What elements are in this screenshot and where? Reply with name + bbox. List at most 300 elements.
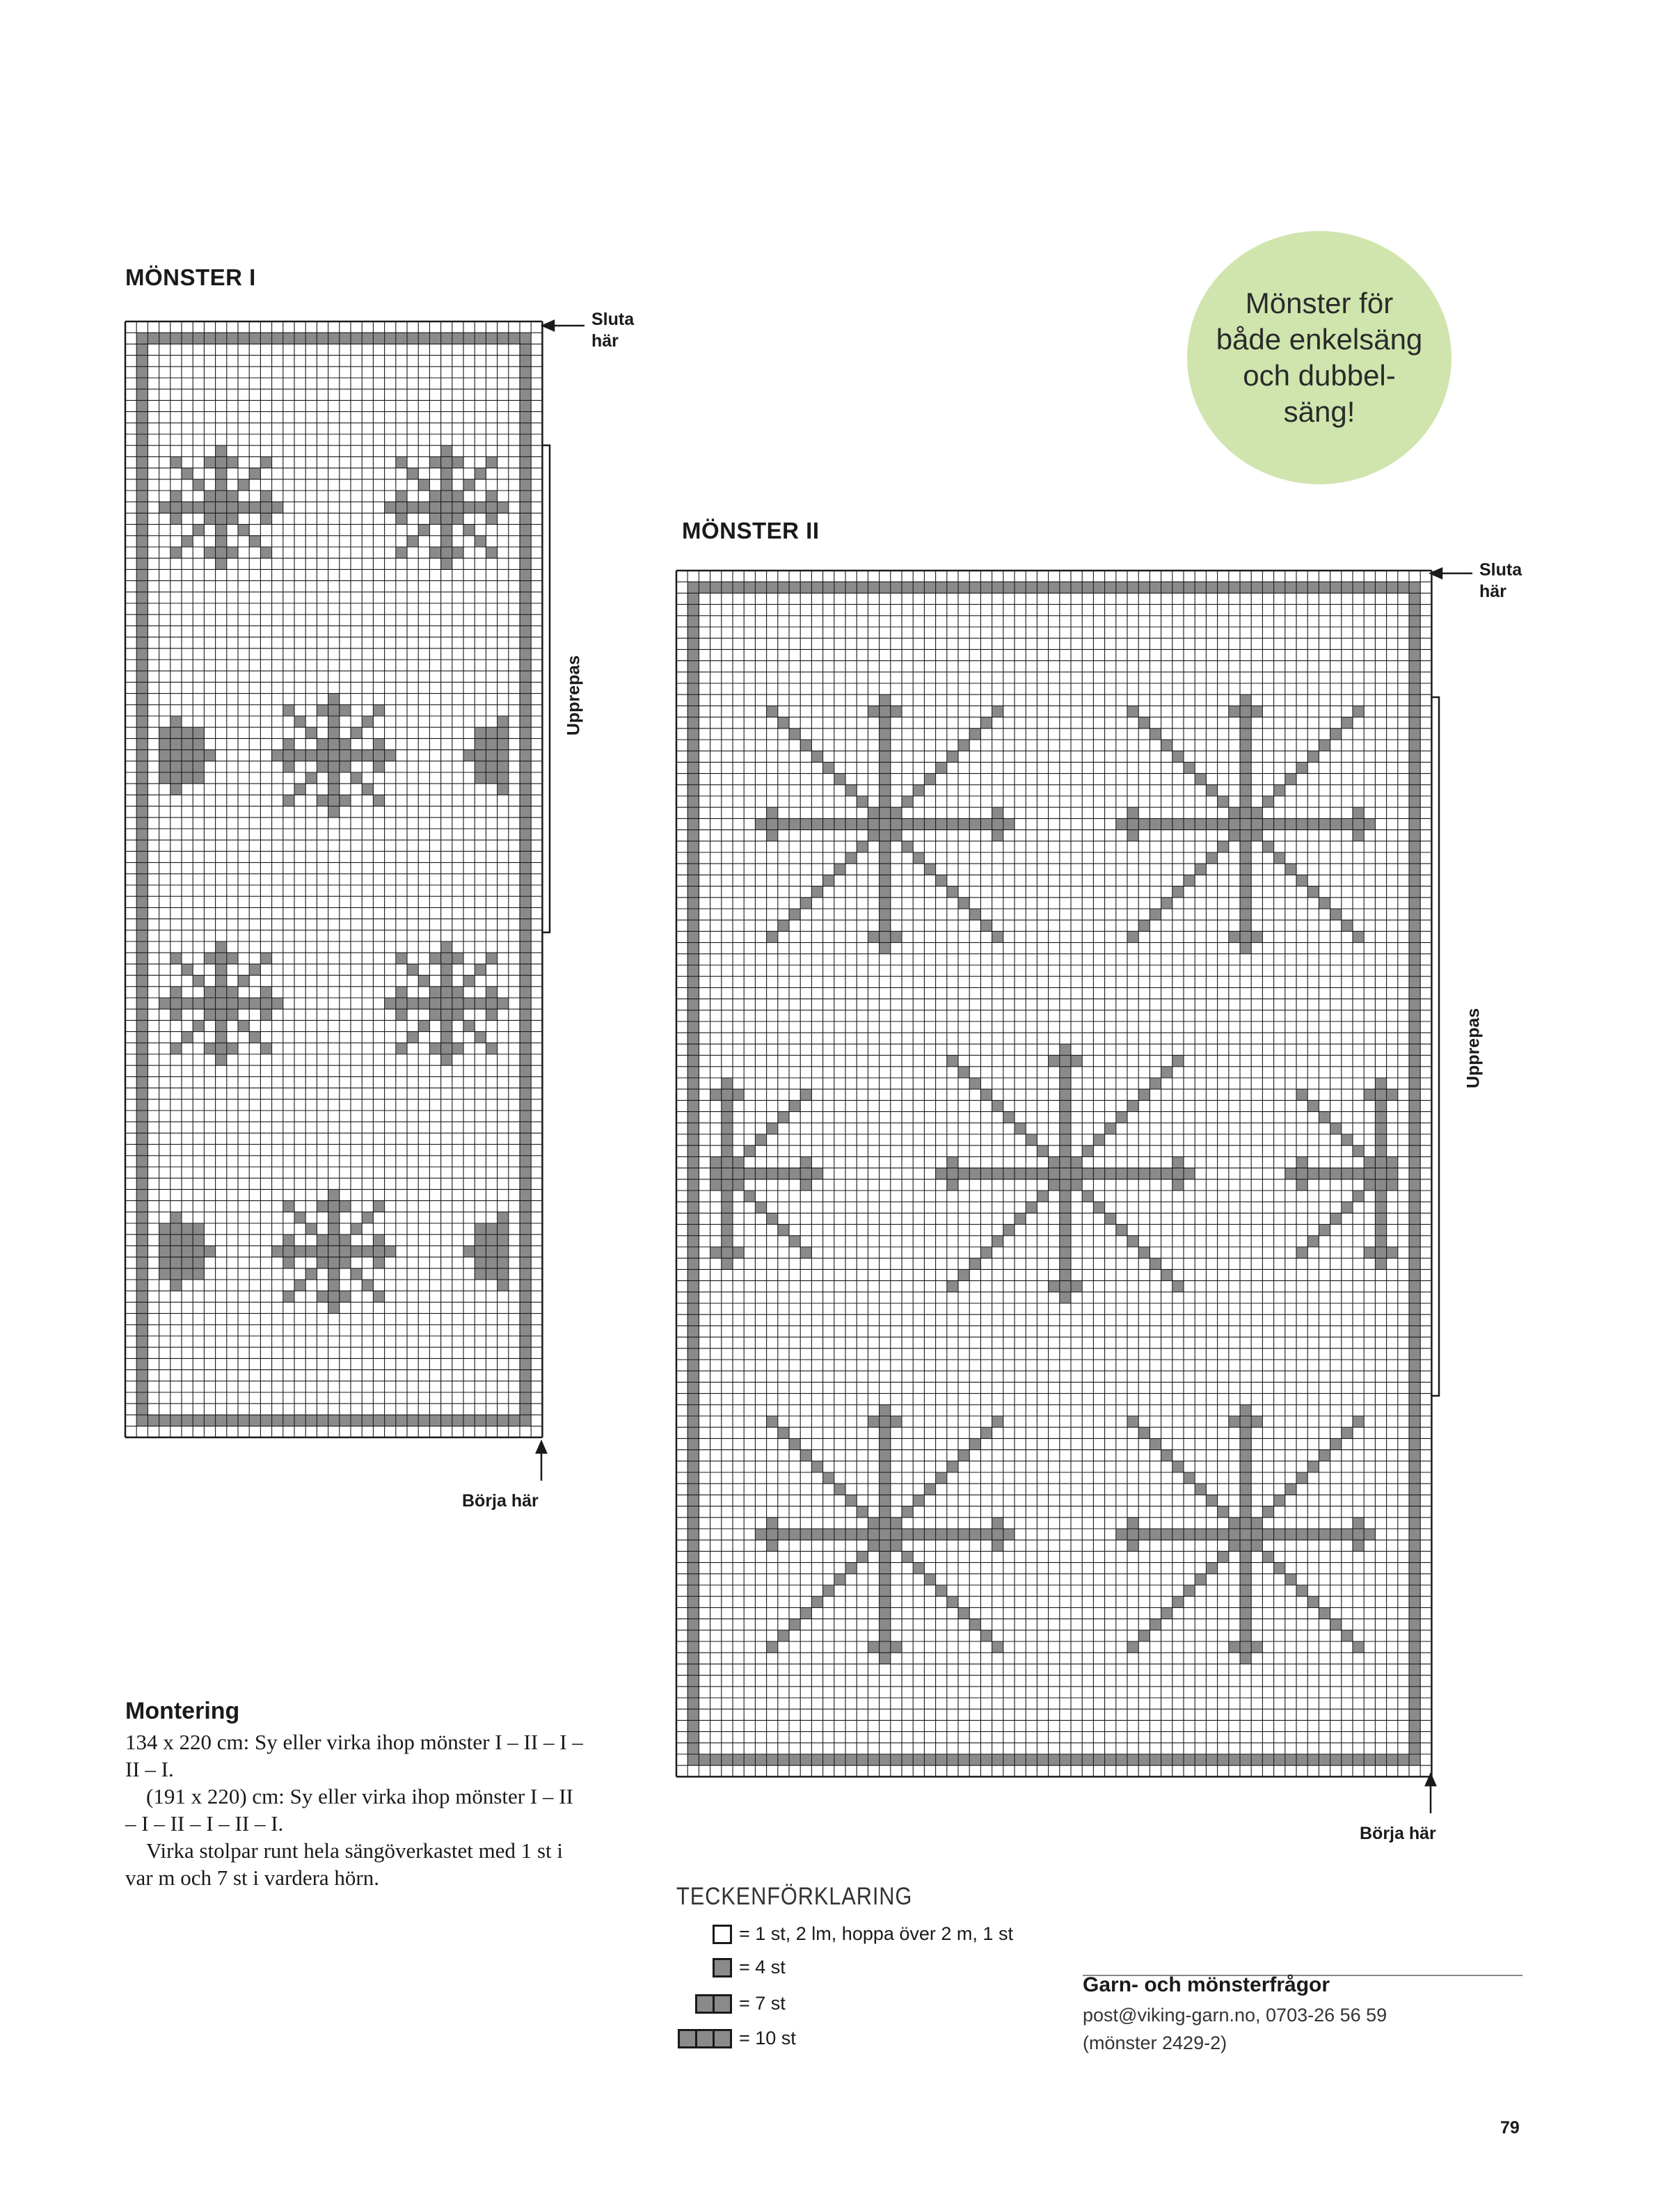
- filled-cell: [1116, 1168, 1127, 1179]
- filled-cell: [136, 863, 148, 874]
- filled-cell: [294, 333, 305, 344]
- filled-cell: [340, 795, 351, 806]
- filled-cell: [136, 333, 148, 344]
- filled-cell: [170, 547, 182, 558]
- filled-cell: [1240, 864, 1251, 875]
- filled-cell: [1398, 582, 1409, 593]
- legend-square: [695, 1994, 715, 2014]
- filled-cell: [1409, 1382, 1420, 1393]
- filled-cell: [1172, 1156, 1184, 1168]
- filled-cell: [1060, 1179, 1071, 1191]
- filled-cell: [1262, 1506, 1273, 1518]
- filled-cell: [880, 762, 891, 773]
- filled-cell: [249, 536, 260, 547]
- filled-cell: [880, 1596, 891, 1607]
- filled-cell: [441, 333, 452, 344]
- filled-cell: [1285, 582, 1296, 593]
- filled-cell: [1285, 1754, 1296, 1765]
- filled-cell: [204, 547, 215, 558]
- filled-cell: [687, 694, 699, 706]
- filled-cell: [1240, 706, 1251, 717]
- filled-cell: [891, 1641, 902, 1653]
- filled-cell: [283, 1234, 294, 1246]
- filled-cell: [486, 1043, 497, 1054]
- filled-cell: [441, 479, 452, 491]
- filled-cell: [687, 1056, 699, 1067]
- filled-cell: [170, 953, 182, 964]
- filled-cell: [260, 953, 271, 964]
- filled-cell: [687, 1371, 699, 1382]
- filled-cell: [1127, 1540, 1138, 1551]
- filled-cell: [475, 468, 486, 479]
- filled-cell: [1409, 1585, 1420, 1596]
- filled-cell: [1409, 1269, 1420, 1280]
- filled-cell: [317, 1201, 328, 1212]
- filled-cell: [778, 1168, 789, 1179]
- filled-cell: [947, 1156, 958, 1168]
- filled-cell: [980, 1630, 992, 1641]
- filled-cell: [362, 1415, 373, 1426]
- filled-cell: [520, 964, 531, 975]
- filled-cell: [396, 987, 407, 998]
- filled-cell: [902, 1754, 913, 1765]
- filled-cell: [170, 761, 182, 772]
- filled-cell: [1409, 1641, 1420, 1653]
- filled-cell: [868, 1529, 879, 1540]
- filled-cell: [1116, 1225, 1127, 1236]
- filled-cell: [936, 1472, 947, 1483]
- legend-item: [715, 1957, 786, 1978]
- filled-cell: [1285, 774, 1296, 785]
- filled-cell: [136, 649, 148, 660]
- filled-cell: [204, 953, 215, 964]
- filled-cell: [687, 1314, 699, 1326]
- filled-cell: [509, 1415, 520, 1426]
- filled-cell: [136, 1145, 148, 1156]
- filled-cell: [520, 412, 531, 423]
- filled-cell: [687, 785, 699, 796]
- filled-cell: [136, 1156, 148, 1167]
- filled-cell: [1319, 1112, 1330, 1123]
- filled-cell: [823, 818, 834, 829]
- filled-cell: [1387, 1247, 1398, 1258]
- filled-cell: [891, 582, 902, 593]
- filled-cell: [857, 582, 868, 593]
- filled-cell: [1409, 1720, 1420, 1731]
- filled-cell: [880, 751, 891, 762]
- filled-cell: [687, 886, 699, 898]
- filled-cell: [1240, 740, 1251, 751]
- filled-cell: [687, 1010, 699, 1021]
- filled-cell: [204, 987, 215, 998]
- filled-cell: [1240, 875, 1251, 886]
- filled-cell: [520, 806, 531, 818]
- filled-cell: [407, 1032, 418, 1043]
- filled-cell: [1330, 1168, 1342, 1179]
- filled-cell: [136, 569, 148, 580]
- filled-cell: [880, 706, 891, 717]
- filled-cell: [722, 1168, 733, 1179]
- legend-text: = 4 st: [739, 1957, 786, 1978]
- filled-cell: [891, 807, 902, 818]
- filled-cell: [687, 830, 699, 841]
- filled-cell: [1409, 909, 1420, 920]
- filled-cell: [1082, 1754, 1093, 1765]
- filled-cell: [520, 649, 531, 660]
- filled-cell: [1296, 818, 1307, 829]
- filled-cell: [1060, 1225, 1071, 1236]
- filled-cell: [216, 987, 227, 998]
- filled-cell: [136, 1347, 148, 1358]
- assembly-title: Montering: [125, 1698, 240, 1724]
- filled-cell: [452, 953, 463, 964]
- filled-cell: [385, 998, 396, 1009]
- filled-cell: [170, 1246, 182, 1257]
- filled-cell: [429, 456, 440, 468]
- filled-cell: [913, 1754, 924, 1765]
- filled-cell: [498, 761, 509, 772]
- filled-cell: [1353, 1540, 1364, 1551]
- filled-cell: [1251, 1529, 1262, 1540]
- filled-cell: [1240, 1495, 1251, 1506]
- filled-cell: [328, 1415, 340, 1426]
- filled-cell: [1409, 729, 1420, 740]
- filled-cell: [1409, 1394, 1420, 1405]
- filled-cell: [486, 1223, 497, 1234]
- filled-cell: [1240, 1483, 1251, 1495]
- filled-cell: [1060, 1247, 1071, 1258]
- legend-text: = 7 st: [739, 1993, 786, 2014]
- filled-cell: [136, 1336, 148, 1347]
- filled-cell: [193, 1257, 204, 1268]
- filled-cell: [1150, 729, 1161, 740]
- filled-cell: [687, 999, 699, 1010]
- filled-cell: [1161, 1607, 1172, 1618]
- filled-cell: [845, 785, 857, 796]
- filled-cell: [498, 333, 509, 344]
- filled-cell: [520, 445, 531, 456]
- filled-cell: [722, 1191, 733, 1202]
- filled-cell: [868, 1540, 879, 1551]
- filled-cell: [1071, 1156, 1082, 1168]
- filled-cell: [373, 1415, 384, 1426]
- filled-cell: [520, 795, 531, 806]
- filled-cell: [1138, 1529, 1150, 1540]
- filled-cell: [1060, 1281, 1071, 1292]
- filled-cell: [1026, 582, 1037, 593]
- filled-cell: [980, 818, 992, 829]
- filled-cell: [1330, 1213, 1342, 1224]
- filled-cell: [136, 1257, 148, 1268]
- filled-cell: [880, 1563, 891, 1574]
- filled-cell: [823, 1472, 834, 1483]
- filled-cell: [1409, 1156, 1420, 1168]
- filled-cell: [1150, 582, 1161, 593]
- filled-cell: [136, 907, 148, 918]
- filled-cell: [687, 1258, 699, 1269]
- filled-cell: [136, 423, 148, 434]
- filled-cell: [520, 818, 531, 829]
- filled-cell: [1240, 852, 1251, 864]
- filled-cell: [260, 513, 271, 524]
- filled-cell: [1060, 1258, 1071, 1269]
- filled-cell: [880, 807, 891, 818]
- filled-cell: [193, 976, 204, 987]
- filled-cell: [193, 1268, 204, 1280]
- filled-cell: [1060, 1191, 1071, 1202]
- filled-cell: [1150, 909, 1161, 920]
- filled-cell: [1409, 785, 1420, 796]
- filled-cell: [868, 1416, 879, 1427]
- filled-cell: [1319, 582, 1330, 593]
- filled-cell: [902, 818, 913, 829]
- filled-cell: [687, 751, 699, 762]
- filled-cell: [441, 1020, 452, 1031]
- filled-cell: [340, 1291, 351, 1302]
- filled-cell: [722, 1123, 733, 1134]
- filled-cell: [136, 479, 148, 491]
- filled-cell: [891, 1518, 902, 1529]
- filled-cell: [980, 582, 992, 593]
- filled-cell: [1274, 818, 1285, 829]
- filled-cell: [520, 637, 531, 649]
- filled-cell: [1319, 818, 1330, 829]
- filled-cell: [687, 1281, 699, 1292]
- filled-cell: [823, 1585, 834, 1596]
- filled-cell: [1364, 818, 1375, 829]
- filled-cell: [452, 1009, 463, 1020]
- filled-cell: [800, 1156, 811, 1168]
- filled-cell: [687, 1021, 699, 1033]
- filled-cell: [441, 953, 452, 964]
- filled-cell: [418, 976, 429, 987]
- filled-cell: [351, 1223, 362, 1234]
- filled-cell: [1049, 1168, 1060, 1179]
- filled-cell: [969, 582, 980, 593]
- filled-cell: [1398, 1754, 1409, 1765]
- legend-title: TECKENFÖRKLARING: [676, 1883, 913, 1910]
- filled-cell: [1330, 1754, 1342, 1765]
- filled-cell: [1060, 1089, 1071, 1100]
- filled-cell: [722, 1247, 733, 1258]
- filled-cell: [520, 1291, 531, 1302]
- filled-cell: [441, 1009, 452, 1020]
- filled-cell: [1240, 898, 1251, 909]
- filled-cell: [520, 356, 531, 367]
- filled-cell: [407, 468, 418, 479]
- filled-cell: [868, 931, 879, 942]
- filled-cell: [811, 1596, 822, 1607]
- filled-cell: [216, 941, 227, 953]
- filled-cell: [845, 852, 857, 864]
- filled-cell: [216, 502, 227, 513]
- filled-cell: [1307, 1596, 1319, 1607]
- filled-cell: [722, 1134, 733, 1145]
- filled-cell: [969, 1258, 980, 1269]
- filled-cell: [767, 1416, 778, 1427]
- filled-cell: [1409, 987, 1420, 998]
- filled-cell: [136, 1381, 148, 1392]
- filled-cell: [1150, 1438, 1161, 1449]
- filled-cell: [1409, 1676, 1420, 1687]
- filled-cell: [1409, 976, 1420, 987]
- filled-cell: [1093, 1202, 1104, 1213]
- filled-cell: [980, 717, 992, 729]
- filled-cell: [687, 1236, 699, 1247]
- legend-symbol: [697, 1994, 732, 2014]
- filled-cell: [1172, 1754, 1184, 1765]
- filled-cell: [1049, 582, 1060, 593]
- filled-cell: [486, 456, 497, 468]
- filled-cell: [520, 525, 531, 536]
- filled-cell: [687, 1156, 699, 1168]
- filled-cell: [1116, 1529, 1127, 1540]
- filled-cell: [891, 1754, 902, 1765]
- filled-cell: [811, 751, 822, 762]
- filled-cell: [520, 1054, 531, 1065]
- filled-cell: [811, 886, 822, 898]
- filled-cell: [429, 953, 440, 964]
- filled-cell: [475, 1268, 486, 1280]
- filled-cell: [249, 1415, 260, 1426]
- filled-cell: [880, 1574, 891, 1585]
- filled-cell: [463, 333, 475, 344]
- filled-cell: [1353, 1168, 1364, 1179]
- filled-cell: [857, 1551, 868, 1562]
- filled-cell: [362, 750, 373, 761]
- filled-cell: [969, 1438, 980, 1449]
- filled-cell: [1251, 931, 1262, 942]
- filled-cell: [328, 1257, 340, 1268]
- filled-cell: [913, 818, 924, 829]
- filled-cell: [216, 479, 227, 491]
- filled-cell: [1274, 1754, 1285, 1765]
- filled-cell: [136, 1314, 148, 1325]
- filled-cell: [283, 750, 294, 761]
- filled-cell: [520, 479, 531, 491]
- filled-cell: [1251, 582, 1262, 593]
- filled-cell: [520, 1099, 531, 1111]
- filled-cell: [452, 513, 463, 524]
- filled-cell: [1409, 1518, 1420, 1529]
- filled-cell: [1409, 796, 1420, 807]
- filled-cell: [136, 1167, 148, 1178]
- filled-cell: [1161, 1754, 1172, 1765]
- filled-cell: [1105, 1168, 1116, 1179]
- filled-cell: [193, 479, 204, 491]
- filled-cell: [687, 593, 699, 604]
- filled-cell: [498, 1280, 509, 1291]
- filled-cell: [520, 333, 531, 344]
- pattern-2-grid: [676, 571, 1431, 1776]
- filled-cell: [429, 987, 440, 998]
- filled-cell: [1150, 1529, 1161, 1540]
- filled-cell: [1049, 1156, 1060, 1168]
- filled-cell: [1150, 1258, 1161, 1269]
- filled-cell: [294, 1212, 305, 1223]
- filled-cell: [1409, 605, 1420, 616]
- filled-cell: [136, 694, 148, 705]
- filled-cell: [1409, 1337, 1420, 1348]
- filled-cell: [486, 513, 497, 524]
- filled-cell: [170, 783, 182, 795]
- filled-cell: [328, 1268, 340, 1280]
- filled-cell: [1409, 1461, 1420, 1472]
- filled-cell: [1071, 1056, 1082, 1067]
- filled-cell: [687, 717, 699, 729]
- filled-cell: [823, 875, 834, 886]
- filled-cell: [136, 682, 148, 693]
- filled-cell: [373, 333, 384, 344]
- filled-cell: [1240, 1416, 1251, 1427]
- filled-cell: [216, 456, 227, 468]
- filled-cell: [1409, 1044, 1420, 1055]
- filled-cell: [880, 1607, 891, 1618]
- filled-cell: [834, 1754, 845, 1765]
- filled-cell: [1342, 1168, 1353, 1179]
- filled-cell: [520, 1133, 531, 1144]
- filled-cell: [992, 582, 1003, 593]
- filled-cell: [687, 1360, 699, 1371]
- filled-cell: [1409, 1630, 1420, 1641]
- filled-cell: [328, 1212, 340, 1223]
- filled-cell: [936, 1585, 947, 1596]
- filled-cell: [441, 468, 452, 479]
- filled-cell: [159, 1257, 170, 1268]
- filled-cell: [687, 649, 699, 660]
- filled-cell: [1330, 818, 1342, 829]
- filled-cell: [351, 750, 362, 761]
- filled-cell: [767, 582, 778, 593]
- filled-cell: [328, 1246, 340, 1257]
- filled-cell: [1353, 931, 1364, 942]
- filled-cell: [992, 1641, 1003, 1653]
- filled-cell: [170, 502, 182, 513]
- filled-cell: [1353, 1518, 1364, 1529]
- filled-cell: [687, 627, 699, 638]
- filled-cell: [1330, 729, 1342, 740]
- filled-cell: [980, 920, 992, 931]
- filled-cell: [1375, 1213, 1386, 1224]
- filled-cell: [980, 1089, 992, 1100]
- filled-cell: [891, 830, 902, 841]
- filled-cell: [1240, 1438, 1251, 1449]
- filled-cell: [136, 1065, 148, 1076]
- filled-cell: [1015, 1754, 1026, 1765]
- filled-cell: [687, 818, 699, 829]
- filled-cell: [182, 772, 193, 783]
- filled-cell: [936, 762, 947, 773]
- filled-cell: [1409, 1202, 1420, 1213]
- filled-cell: [733, 1089, 744, 1100]
- filled-cell: [520, 976, 531, 987]
- filled-cell: [1375, 1156, 1386, 1168]
- filled-cell: [1285, 1529, 1296, 1540]
- filled-cell: [1127, 807, 1138, 818]
- filled-cell: [1195, 1529, 1206, 1540]
- filled-cell: [136, 378, 148, 389]
- filled-cell: [1307, 1236, 1319, 1247]
- filled-cell: [1240, 582, 1251, 593]
- filled-cell: [294, 1415, 305, 1426]
- filled-cell: [170, 491, 182, 502]
- filled-cell: [845, 582, 857, 593]
- filled-cell: [1296, 582, 1307, 593]
- filled-cell: [1409, 1281, 1420, 1292]
- filled-cell: [1262, 841, 1273, 852]
- filled-cell: [317, 1415, 328, 1426]
- filled-cell: [1240, 1607, 1251, 1618]
